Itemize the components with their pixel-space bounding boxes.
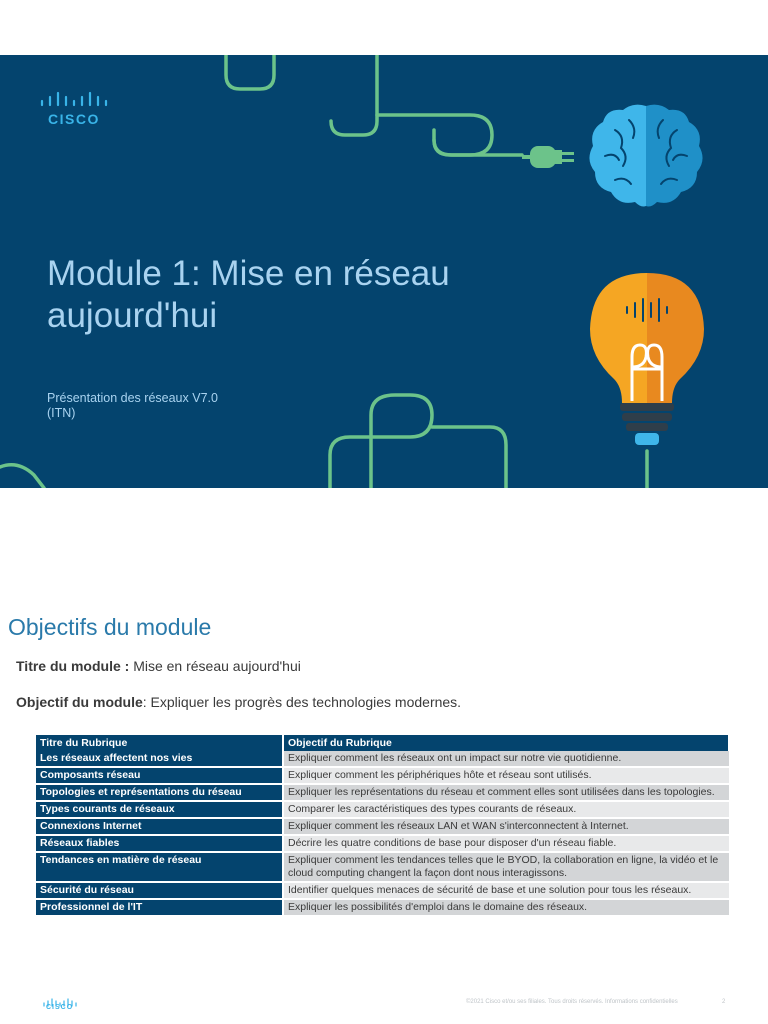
topic-cell: Tendances en matière de réseau [36, 852, 283, 882]
objective-cell: Comparer les caractéristiques des types courants de réseaux. [283, 801, 729, 818]
objective-cell: Identifier quelques menaces de sécurité de base et une solution pour tous les réseaux. [283, 882, 729, 899]
topic-cell: Connexions Internet [36, 818, 283, 835]
table-header-row [36, 735, 729, 751]
objective-cell: Expliquer comment les périphériques hôte et réseau sont utilisés. [283, 767, 729, 784]
brain-icon [585, 100, 707, 212]
topic-cell: Professionnel de l'IT [36, 899, 283, 916]
plug-icon [520, 140, 580, 174]
footer-cisco-logo-icon [42, 994, 82, 1012]
subtitle-line-2: (ITN) [47, 406, 76, 420]
cisco-logo-bars [40, 91, 110, 111]
module-objective-line [16, 694, 461, 710]
table-row [36, 767, 729, 784]
slide-title: Module 1: Mise en réseau aujourd'hui [47, 254, 450, 335]
table-row [36, 784, 729, 801]
objective-cell: Expliquer les possibilités d'emploi dans le domaine des réseaux. [283, 899, 729, 916]
cisco-logo-text: CISCO [48, 111, 100, 127]
title-slide [0, 55, 768, 488]
slide-subtitle [47, 391, 218, 421]
table-row [36, 852, 729, 882]
objectives-heading: Objectifs du module [8, 614, 212, 640]
objective-cell: Expliquer les représentations du réseau et comment elles sont utilisées dans les topologies. [283, 784, 729, 801]
topic-cell: Types courants de réseaux [36, 801, 283, 818]
topic-cell: Sécurité du réseau [36, 882, 283, 899]
module-objective-label: Objectif du module [16, 694, 143, 710]
table-row [36, 835, 729, 852]
table-row [36, 899, 729, 916]
module-title-value: Mise en réseau aujourd'hui [129, 658, 301, 674]
footer-logo-text: CISCO [46, 1004, 74, 1011]
topic-cell: Topologies et représentations du réseau [36, 784, 283, 801]
footer-copyright: ©2021 Cisco et/ou ses filiales. Tous droits réservés. Informations confidentielles [466, 999, 678, 1005]
table-header-objective: Objectif du Rubrique [283, 735, 729, 751]
objective-cell: Expliquer comment les réseaux ont un impact sur notre vie quotidienne. [283, 751, 729, 767]
module-title-label: Titre du module : [16, 658, 130, 674]
lightbulb-icon [580, 265, 720, 455]
module-title-line [16, 658, 301, 674]
table-row [36, 818, 729, 835]
page-number: 2 [722, 999, 726, 1005]
cisco-logo-icon [40, 91, 110, 125]
table-row [36, 751, 729, 767]
table-row [36, 801, 729, 818]
objective-cell: Expliquer comment les tendances telles que le BYOD, la collaboration en ligne, la vidéo et le cloud computing changent la façon dont nous interagissons. [283, 852, 729, 882]
table-row [36, 882, 729, 899]
objective-cell: Expliquer comment les réseaux LAN et WAN s'interconnectent à Internet. [283, 818, 729, 835]
table-header-topic: Titre du Rubrique [36, 735, 283, 751]
objectives-table [36, 735, 730, 917]
module-objective-value: : Expliquer les progrès des technologies modernes. [142, 694, 462, 710]
subtitle-line-1: Présentation des réseaux V7.0 [47, 391, 218, 405]
topic-cell: Les réseaux affectent nos vies [36, 751, 283, 767]
topic-cell: Réseaux fiables [36, 835, 283, 852]
topic-cell: Composants réseau [36, 767, 283, 784]
objective-cell: Décrire les quatre conditions de base pour disposer d'un réseau fiable. [283, 835, 729, 852]
